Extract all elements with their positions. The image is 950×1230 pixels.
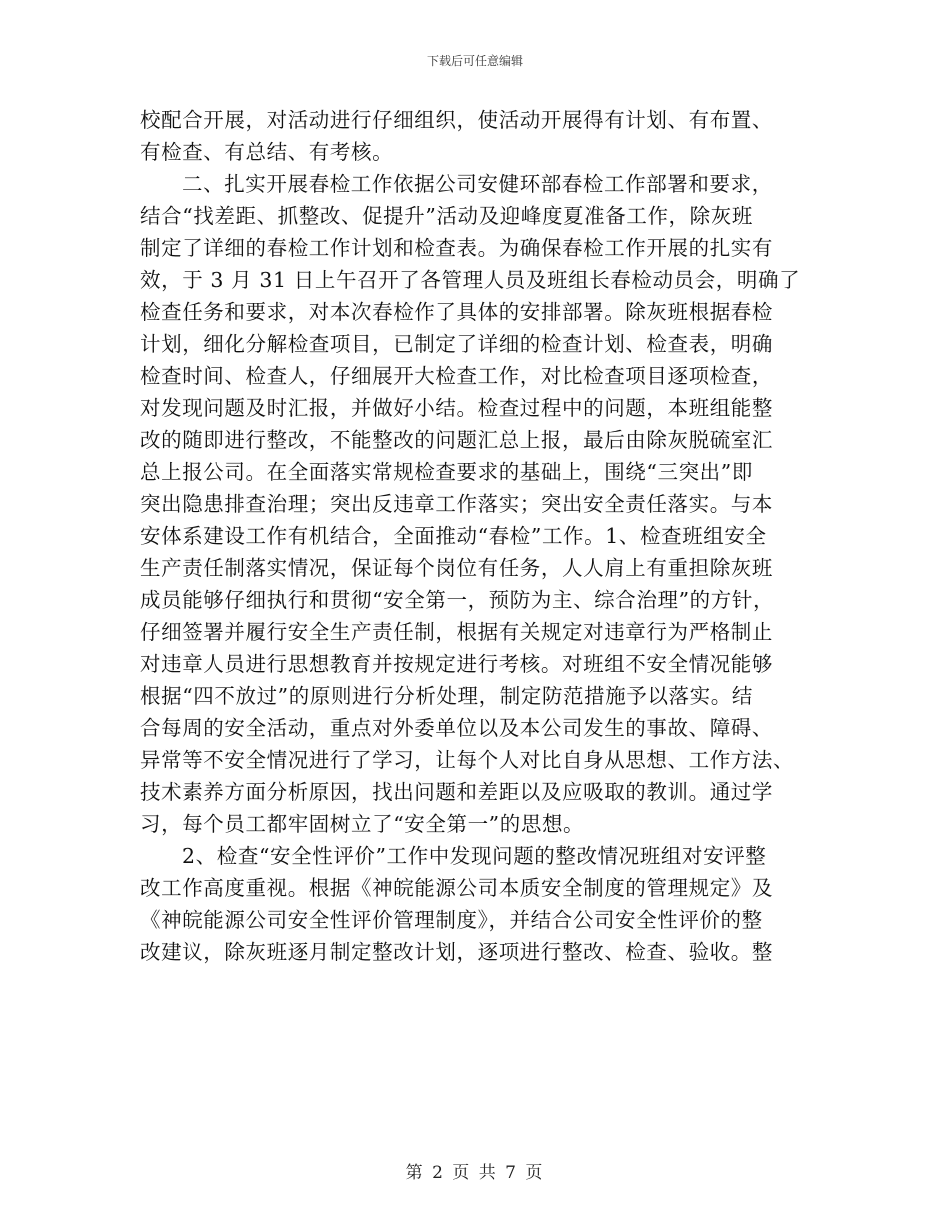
text-line: 制定了详细的春检工作计划和检查表。为确保春检工作开展的扎实有	[140, 236, 773, 260]
text-line: 改工作高度重视。根据《神皖能源公司本质安全制度的管理规定》及	[140, 876, 773, 900]
paragraph	[140, 104, 810, 168]
text-line: 突出隐患排查治理；突出反违章工作落实；突出安全责任落实。与本	[140, 492, 773, 516]
paragraph	[140, 168, 810, 840]
text-line: 结合“找差距、抓整改、促提升”活动及迎峰度夏准备工作，除灰班	[140, 204, 753, 228]
text-line: 计划，细化分解检查项目，已制定了详细的检查计划、检查表，明确	[140, 332, 773, 356]
text-line: 总上报公司。在全面落实常规检查要求的基础上，围绕“三突出”即	[140, 460, 753, 484]
text-line: 改的随即进行整改，不能整改的问题汇总上报，最后由除灰脱硫室汇	[140, 428, 773, 452]
text-line: 根据“四不放过”的原则进行分析处理，制定防范措施予以落实。结	[140, 684, 753, 708]
text-line: 异常等不安全情况进行了学习，让每个人对比自身从思想、工作方法、	[140, 748, 795, 772]
text-line: 效，于 3 月 31 日上午召开了各管理人员及班组长春检动员会，明确了	[140, 268, 801, 292]
text-line: 仔细签署并履行安全生产责任制，根据有关规定对违章行为严格制止	[140, 620, 773, 644]
page-footer: 第 2 页 共 7 页	[405, 1163, 545, 1183]
text-line: 校配合开展，对活动进行仔细组织，使活动开展得有计划、有布置、	[140, 108, 773, 132]
text-line: 二、扎实开展春检工作依据公司安健环部春检工作部署和要求，	[182, 172, 773, 196]
text-line: 生产责任制落实情况，保证每个岗位有任务，人人肩上有重担除灰班	[140, 556, 773, 580]
text-line: 检查时间、检查人，仔细展开大检查工作，对比检查项目逐项检查，	[140, 364, 773, 388]
text-line: 《神皖能源公司安全性评价管理制度》，并结合公司安全性评价的整	[140, 908, 763, 932]
text-line: 合每周的安全活动，重点对外委单位以及本公司发生的事故、障碍、	[140, 716, 773, 740]
text-line: 对发现问题及时汇报，并做好小结。检查过程中的问题，本班组能整	[140, 396, 773, 420]
text-line: 有检查、有总结、有考核。	[140, 140, 394, 164]
text-line: 2、检查“安全性评价”工作中发现问题的整改情况班组对安评整	[182, 844, 767, 868]
document-body	[140, 104, 810, 968]
text-line: 成员能够仔细执行和贯彻“安全第一，预防为主、综合治理”的方针，	[140, 588, 775, 612]
text-line: 检查任务和要求，对本次春检作了具体的安排部署。除灰班根据春检	[140, 300, 773, 324]
text-line: 安体系建设工作有机结合，全面推动“春检”工作。1、检查班组安全	[140, 524, 767, 548]
page-header: 下载后可任意编辑	[426, 54, 523, 68]
text-line: 习，每个员工都牢固树立了“安全第一”的思想。	[140, 812, 585, 836]
text-line: 改建议，除灰班逐月制定整改计划，逐项进行整改、检查、验收。整	[140, 940, 773, 964]
paragraph	[140, 840, 810, 968]
text-line: 技术素养方面分析原因，找出问题和差距以及应吸取的教训。通过学	[140, 780, 773, 804]
text-line: 对违章人员进行思想教育并按规定进行考核。对班组不安全情况能够	[140, 652, 773, 676]
